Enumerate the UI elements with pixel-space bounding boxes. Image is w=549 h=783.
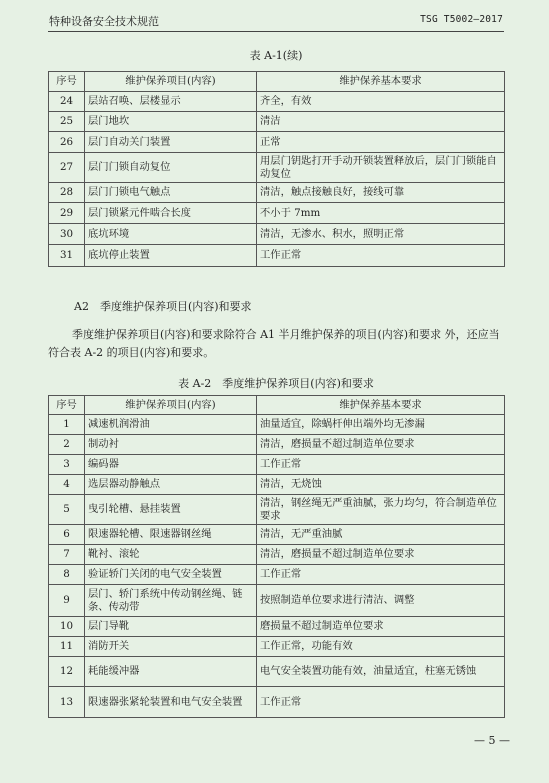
row-requirement: 工作正常: [257, 245, 505, 267]
table-a1: [48, 71, 505, 267]
row-item: 层门导靴: [85, 617, 257, 637]
row-number: 28: [49, 183, 85, 203]
row-number: 5: [49, 495, 85, 525]
row-number: 1: [49, 415, 85, 435]
row-requirement: 磨损量不超过制造单位要求: [257, 617, 505, 637]
row-number: 26: [49, 132, 85, 153]
row-requirement: 工作正常: [257, 565, 505, 585]
row-number: 9: [49, 585, 85, 617]
row-number: 6: [49, 525, 85, 545]
col-header-item: 维护保养项目(内容): [85, 396, 257, 415]
table-row: [49, 92, 505, 112]
row-number: 13: [49, 687, 85, 718]
col-header-item: 维护保养项目(内容): [85, 72, 257, 92]
row-item: 底坑环境: [85, 224, 257, 245]
row-item: 层门门锁电气触点: [85, 183, 257, 203]
table-row: [49, 525, 505, 545]
row-number: 10: [49, 617, 85, 637]
row-item: 底坑停止装置: [85, 245, 257, 267]
row-number: 31: [49, 245, 85, 267]
table-row: [49, 617, 505, 637]
table-row: [49, 545, 505, 565]
section-a2-title: A2 季度维护保养项目(内容)和要求: [74, 300, 252, 313]
row-requirement: 用层门钥匙打开手动开锁装置释放后，层门门锁能自动复位: [257, 153, 505, 183]
row-number: 8: [49, 565, 85, 585]
row-number: 7: [49, 545, 85, 565]
row-requirement: 清洁，无严重油腻: [257, 525, 505, 545]
row-item: 选层器动静触点: [85, 475, 257, 495]
row-number: 3: [49, 455, 85, 475]
row-requirement: 清洁，触点接触良好，接线可靠: [257, 183, 505, 203]
row-item: 靴衬、滚轮: [85, 545, 257, 565]
page-number: — 5 —: [474, 734, 510, 747]
table-a2: [48, 395, 505, 718]
col-header-number: 序号: [49, 396, 85, 415]
table-row: [49, 183, 505, 203]
header-standard-code: TSG T5002—2017: [420, 14, 503, 25]
table-row: [49, 585, 505, 617]
row-item: 曳引轮槽、悬挂装置: [85, 495, 257, 525]
row-number: 11: [49, 637, 85, 657]
row-item: 消防开关: [85, 637, 257, 657]
row-number: 12: [49, 657, 85, 687]
table-row: [49, 455, 505, 475]
row-requirement: 工作正常，功能有效: [257, 637, 505, 657]
row-requirement: 不小于 7mm: [257, 203, 505, 224]
row-item: 层门地坎: [85, 112, 257, 132]
row-item: 层门自动关门装置: [85, 132, 257, 153]
table-row: [49, 153, 505, 183]
col-header-requirement: 维护保养基本要求: [257, 72, 505, 92]
table-row: [49, 687, 505, 718]
table-row: [49, 565, 505, 585]
table-row: [49, 657, 505, 687]
table-row: [49, 245, 505, 267]
table-row: [49, 637, 505, 657]
row-item: 验证轿门关闭的电气安全装置: [85, 565, 257, 585]
table2-caption: 表 A-2 季度维护保养项目(内容)和要求: [178, 377, 374, 390]
table-row: [49, 435, 505, 455]
row-requirement: 正常: [257, 132, 505, 153]
row-number: 4: [49, 475, 85, 495]
row-number: 27: [49, 153, 85, 183]
row-item: 层门、轿门系统中传动钢丝绳、链条、传动带: [85, 585, 257, 617]
row-requirement: 电气安全装置功能有效，油量适宜，柱塞无锈蚀: [257, 657, 505, 687]
row-requirement: 清洁，无渗水、积水，照明正常: [257, 224, 505, 245]
row-item: 耗能缓冲器: [85, 657, 257, 687]
row-requirement: 油量适宜，除蜗杆伸出端外均无渗漏: [257, 415, 505, 435]
row-requirement: 齐全，有效: [257, 92, 505, 112]
row-number: 29: [49, 203, 85, 224]
table-row: [49, 415, 505, 435]
col-header-number: 序号: [49, 72, 85, 92]
table-row: [49, 224, 505, 245]
table-row: [49, 132, 505, 153]
row-item: 制动衬: [85, 435, 257, 455]
row-requirement: 清洁，磨损量不超过制造单位要求: [257, 545, 505, 565]
row-number: 24: [49, 92, 85, 112]
row-requirement: 清洁，无烧蚀: [257, 475, 505, 495]
row-requirement: 清洁，磨损量不超过制造单位要求: [257, 435, 505, 455]
row-requirement: 工作正常: [257, 687, 505, 718]
table-row: [49, 203, 505, 224]
row-item: 层门锁紧元件啮合长度: [85, 203, 257, 224]
row-item: 限速器轮槽、限速器钢丝绳: [85, 525, 257, 545]
table-row: [49, 112, 505, 132]
row-item: 减速机润滑油: [85, 415, 257, 435]
table1-header-row: [49, 72, 505, 92]
row-item: 编码器: [85, 455, 257, 475]
row-number: 2: [49, 435, 85, 455]
row-number: 25: [49, 112, 85, 132]
row-number: 30: [49, 224, 85, 245]
running-header: [48, 9, 504, 32]
row-requirement: 清洁，钢丝绳无严重油腻，张力均匀，符合制造单位要求: [257, 495, 505, 525]
table1-caption: 表 A-1(续): [249, 49, 303, 62]
row-requirement: 按照制造单位要求进行清洁、调整: [257, 585, 505, 617]
section-a2-body: 季度维护保养项目(内容)和要求除符合 A1 半月维护保养的项目(内容)和要求 外，还应当符合表 A-2 的项目(内容)和要求。: [48, 328, 500, 359]
table-row: [49, 475, 505, 495]
col-header-requirement: 维护保养基本要求: [257, 396, 505, 415]
row-item: 层站召唤、层楼显示: [85, 92, 257, 112]
row-item: 层门门锁自动复位: [85, 153, 257, 183]
row-requirement: 清洁: [257, 112, 505, 132]
row-requirement: 工作正常: [257, 455, 505, 475]
table2-header-row: [49, 396, 505, 415]
table-row: [49, 495, 505, 525]
row-item: 限速器张紧轮装置和电气安全装置: [85, 687, 257, 718]
header-title: 特种设备安全技术规范: [49, 15, 159, 28]
